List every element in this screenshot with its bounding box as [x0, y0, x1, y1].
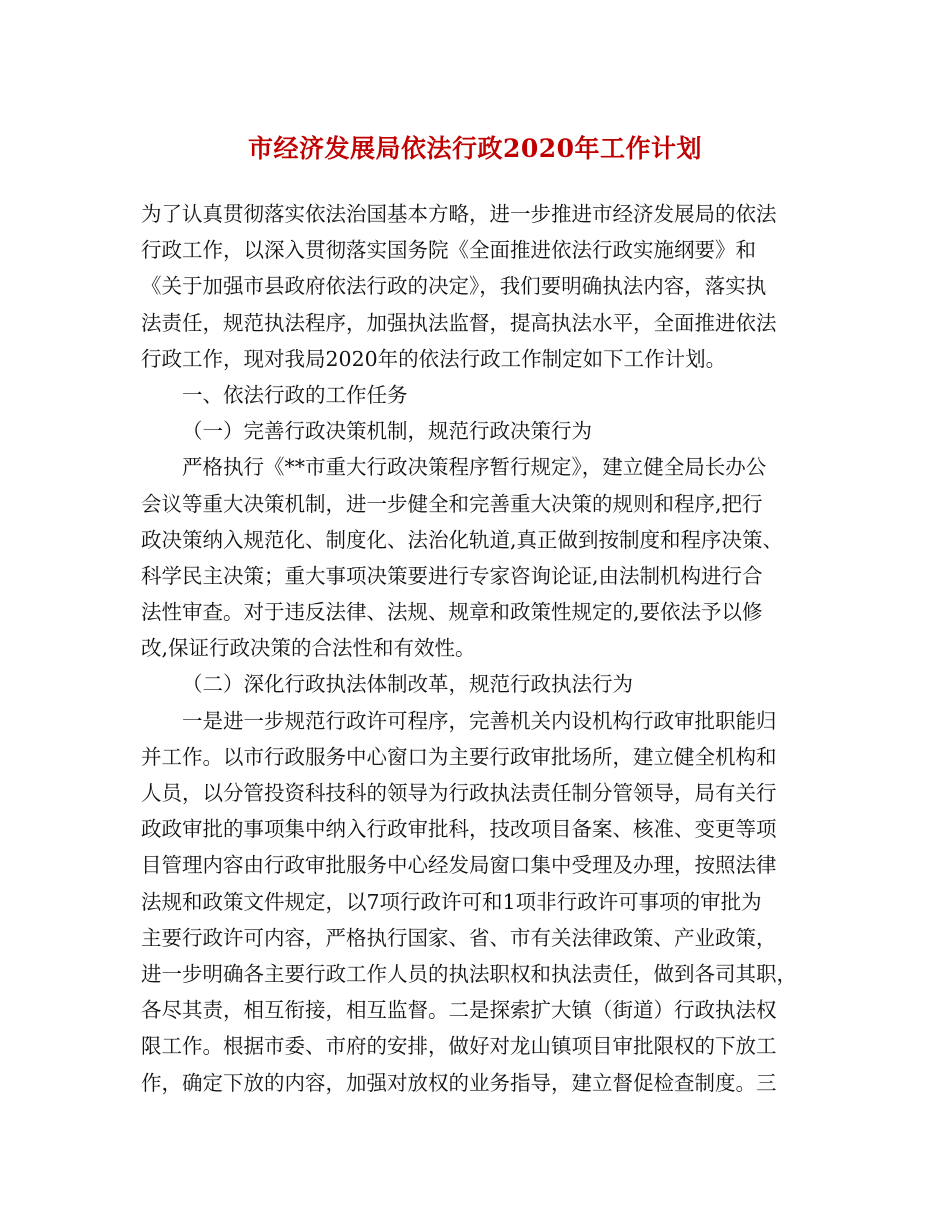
body-line: 为了认真贯彻落实依法治国基本方略，进一步推进市经济发展局的依法	[141, 202, 777, 226]
body-line: 政政审批的事项集中纳入行政审批科，技改项目备案、核准、变更等项	[141, 817, 777, 842]
body-line: 改,保证行政决策的合法性和有效性。	[141, 636, 476, 661]
body-line: 并工作。以市行政服务中心窗口为主要行政审批场所，建立健全机构和	[141, 744, 777, 769]
body-line: 一是进一步规范行政许可程序，完善机关内设机构行政审批职能归	[182, 708, 777, 733]
body-line: 政决策纳入规范化、制度化、法治化轨道,真正做到按制度和程序决策、	[141, 527, 784, 552]
body-line: 人员，以分管投资科技科的领导为行政执法责任制分管领导，局有关行	[141, 781, 777, 805]
body-line: 科学民主决策；重大事项决策要进行专家咨询论证,由法制机构进行合	[141, 563, 763, 588]
body-line: 限工作。根据市委、市府的安排，做好对龙山镇项目审批限权的下放工	[141, 1034, 777, 1059]
section-heading: 一、依法行政的工作任务	[182, 382, 408, 407]
body-line: 主要行政许可内容，严格执行国家、省、市有关法律政策、产业政策，	[141, 925, 777, 950]
body-line: 目管理内容由行政审批服务中心经发局窗口集中受理及办理，按照法律	[141, 853, 777, 878]
body-line: 法性审查。对于违反法律、法规、规章和政策性规定的,要依法予以修	[141, 600, 763, 625]
body-line: 进一步明确各主要行政工作人员的执法职权和执法责任，做到各司其职，	[141, 961, 797, 986]
body-line: 各尽其责，相互衔接，相互监督。二是探索扩大镇（街道）行政执法权	[141, 998, 777, 1023]
body-line: 会议等重大决策机制，进一步健全和完善重大决策的规则和程序,把行	[141, 491, 763, 516]
subsection-heading: （二）深化行政执法体制改革，规范行政执法行为	[182, 672, 633, 697]
body-line: 行政工作，现对我局2020年的依法行政工作制定如下工作计划。	[141, 346, 727, 371]
body-line: 法规和政策文件规定，以7项行政许可和1项非行政许可事项的审批为	[141, 889, 762, 914]
document-body	[141, 196, 815, 1101]
body-line: 作，确定下放的内容，加强对放权的业务指导，建立督促检查制度。三	[141, 1070, 777, 1095]
document-title: 市经济发展局依法行政2020年工作计划	[247, 134, 703, 163]
body-line: 行政工作，以深入贯彻落实国务院《全面推进依法行政实施纲要》和	[141, 238, 756, 263]
body-line: 《关于加强市县政府依法行政的决定》，我们要明确执法内容，落实执	[141, 274, 767, 299]
body-line: 法责任，规范执法程序，加强执法监督，提高执法水平，全面推进依法	[141, 310, 777, 335]
body-line: 严格执行《**市重大行政决策程序暂行规定》，建立健全局长办公	[182, 455, 767, 480]
subsection-heading: （一）完善行政决策机制，规范行政决策行为	[182, 419, 592, 444]
